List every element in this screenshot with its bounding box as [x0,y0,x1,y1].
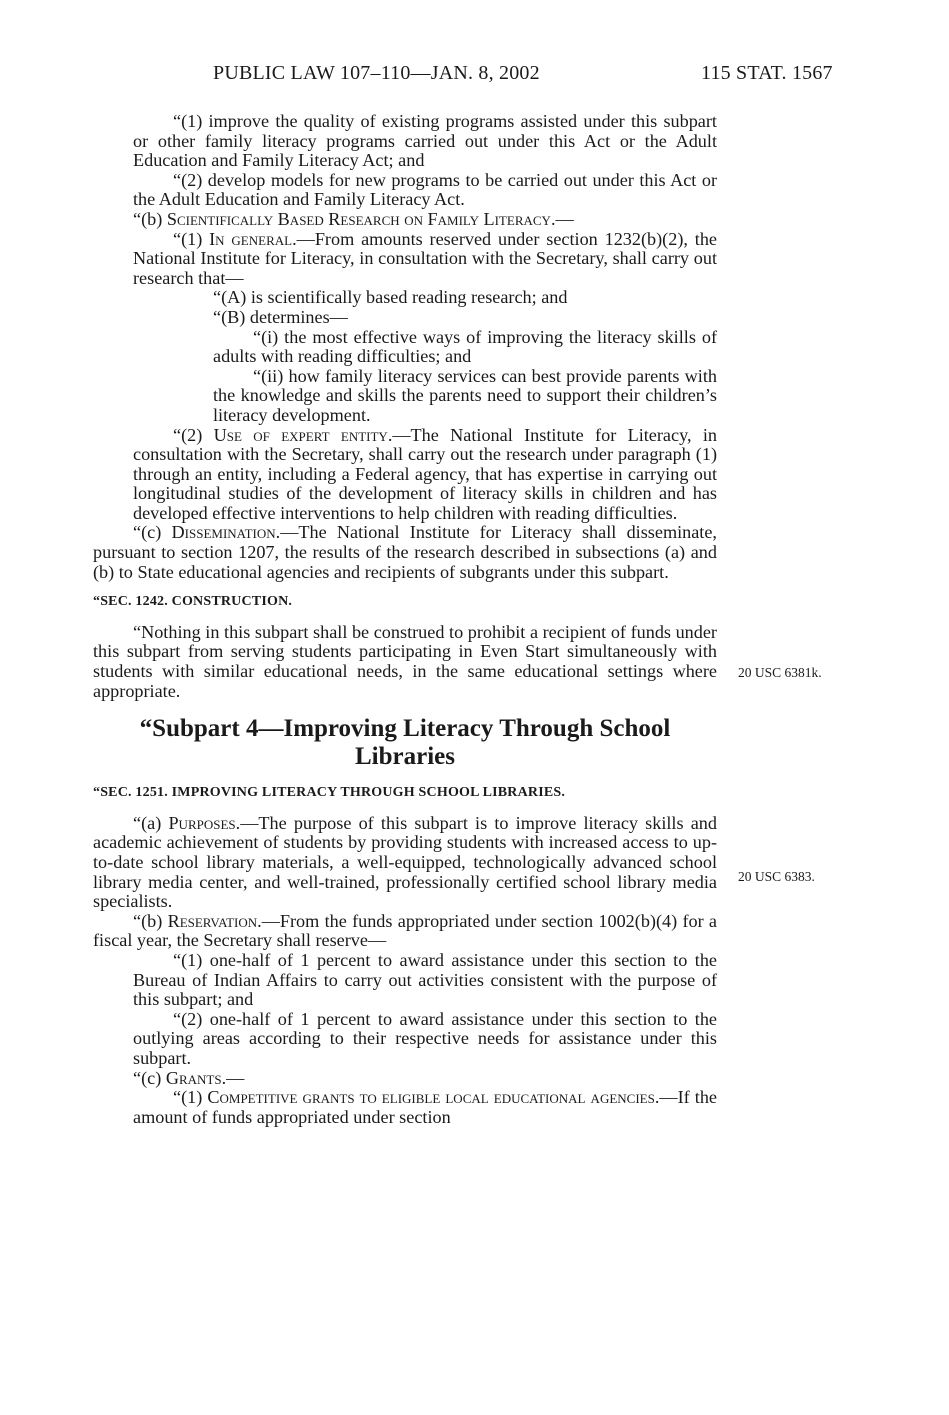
subpart-4-heading: “Subpart 4—Improving Literacy Through School Libraries [139,715,671,771]
subsection-b-heading: “(b) Scientifically Based Research on Family Literacy.— [133,208,574,229]
paragraph-use-of-expert-entity: “(2) Use of expert entity.—The National Institute for Literacy, in consultation with the Secretary, shall carry out the research under paragraph (1) through an entity, including a Federal agency, that has expertise in carrying out longitudinal studies of the development of literacy skills in children and has developed effective interventions to help children with reading difficulties. [133,424,718,523]
running-header-page-number: 115 STAT. 1567 [701,62,833,84]
section-1251-heading: “SEC. 1251. IMPROVING LITERACY THROUGH SCHOOL LIBRARIES. [93,785,566,801]
clause-i: “(i) the most effective ways of improving the literacy skills of adults with reading difficulties; and [213,326,717,367]
paragraph-1-improve: “(1) improve the quality of existing programs assisted under this subpart or other family literacy programs carried out under this Act or the Adult Education and Family Literacy Act; and [133,111,717,171]
reservation-paragraph-2: “(2) one-half of 1 percent to award assistance under this section to the outlying areas according to their respective needs for assistance under this subpart. [133,1008,717,1068]
document-body [93,112,717,1127]
paragraph-2-develop: “(2) develop models for new programs to be carried out under this Act or the Adult Education and Family Literacy Act. [133,169,717,210]
subparagraph-a: “(A) is scientifically based reading research; and [213,287,568,308]
grants-paragraph-1: “(1) Competitive grants to eligible local educational agencies.—If the amount of funds appropriated under section [133,1087,717,1127]
subsection-b-reservation: “(b) Reservation.—From the funds appropriated under section 1002(b)(4) for a fiscal year, the Secretary shall reserve— [93,910,718,951]
subparagraph-b: “(B) determines— [213,306,348,327]
section-1242-text: “Nothing in this subpart shall be construed to prohibit a recipient of funds under this subpart from serving students participating in Even Start simultaneously with students with similar educational needs, in the same educational settings where appropriate. [93,621,717,701]
clause-ii: “(ii) how family literacy services can best provide parents with the knowledge and skills the parents need to support their children’s literacy development. [213,365,717,425]
subsection-a-purposes: “(a) Purposes.—The purpose of this subpart is to improve literacy skills and academic achievement of students by providing students with increased access to up-to-date school library materials, a well-equipped, technologically advanced school library media center, and well-trained, professionally certified school library media specialists. [93,812,717,912]
subsection-c-dissemination: “(c) Dissemination.—The National Institute for Literacy shall disseminate, pursuant to section 1207, the results of the research described in subsections (a) and (b) to State educational agencies and recipients of subgrants under this subpart. [93,522,717,582]
reservation-paragraph-1: “(1) one-half of 1 percent to award assistance under this section to the Bureau of Indian Affairs to carry out activities consistent with the purpose of this subpart; and [133,949,717,1010]
section-1242-heading: “SEC. 1242. CONSTRUCTION. [93,594,293,610]
subsection-c-grants: “(c) Grants.— [133,1067,245,1088]
margin-note-usc-6381k: 20 USC 6381k. [738,665,822,680]
running-header-left: PUBLIC LAW 107–110—JAN. 8, 2002 [213,62,540,84]
margin-note-usc-6383: 20 USC 6383. [738,869,815,884]
paragraph-in-general: “(1) In general.—From amounts reserved under section 1232(b)(2), the National Institute for Literacy, in consultation with the Secretary, shall carry out research that— [133,228,717,288]
